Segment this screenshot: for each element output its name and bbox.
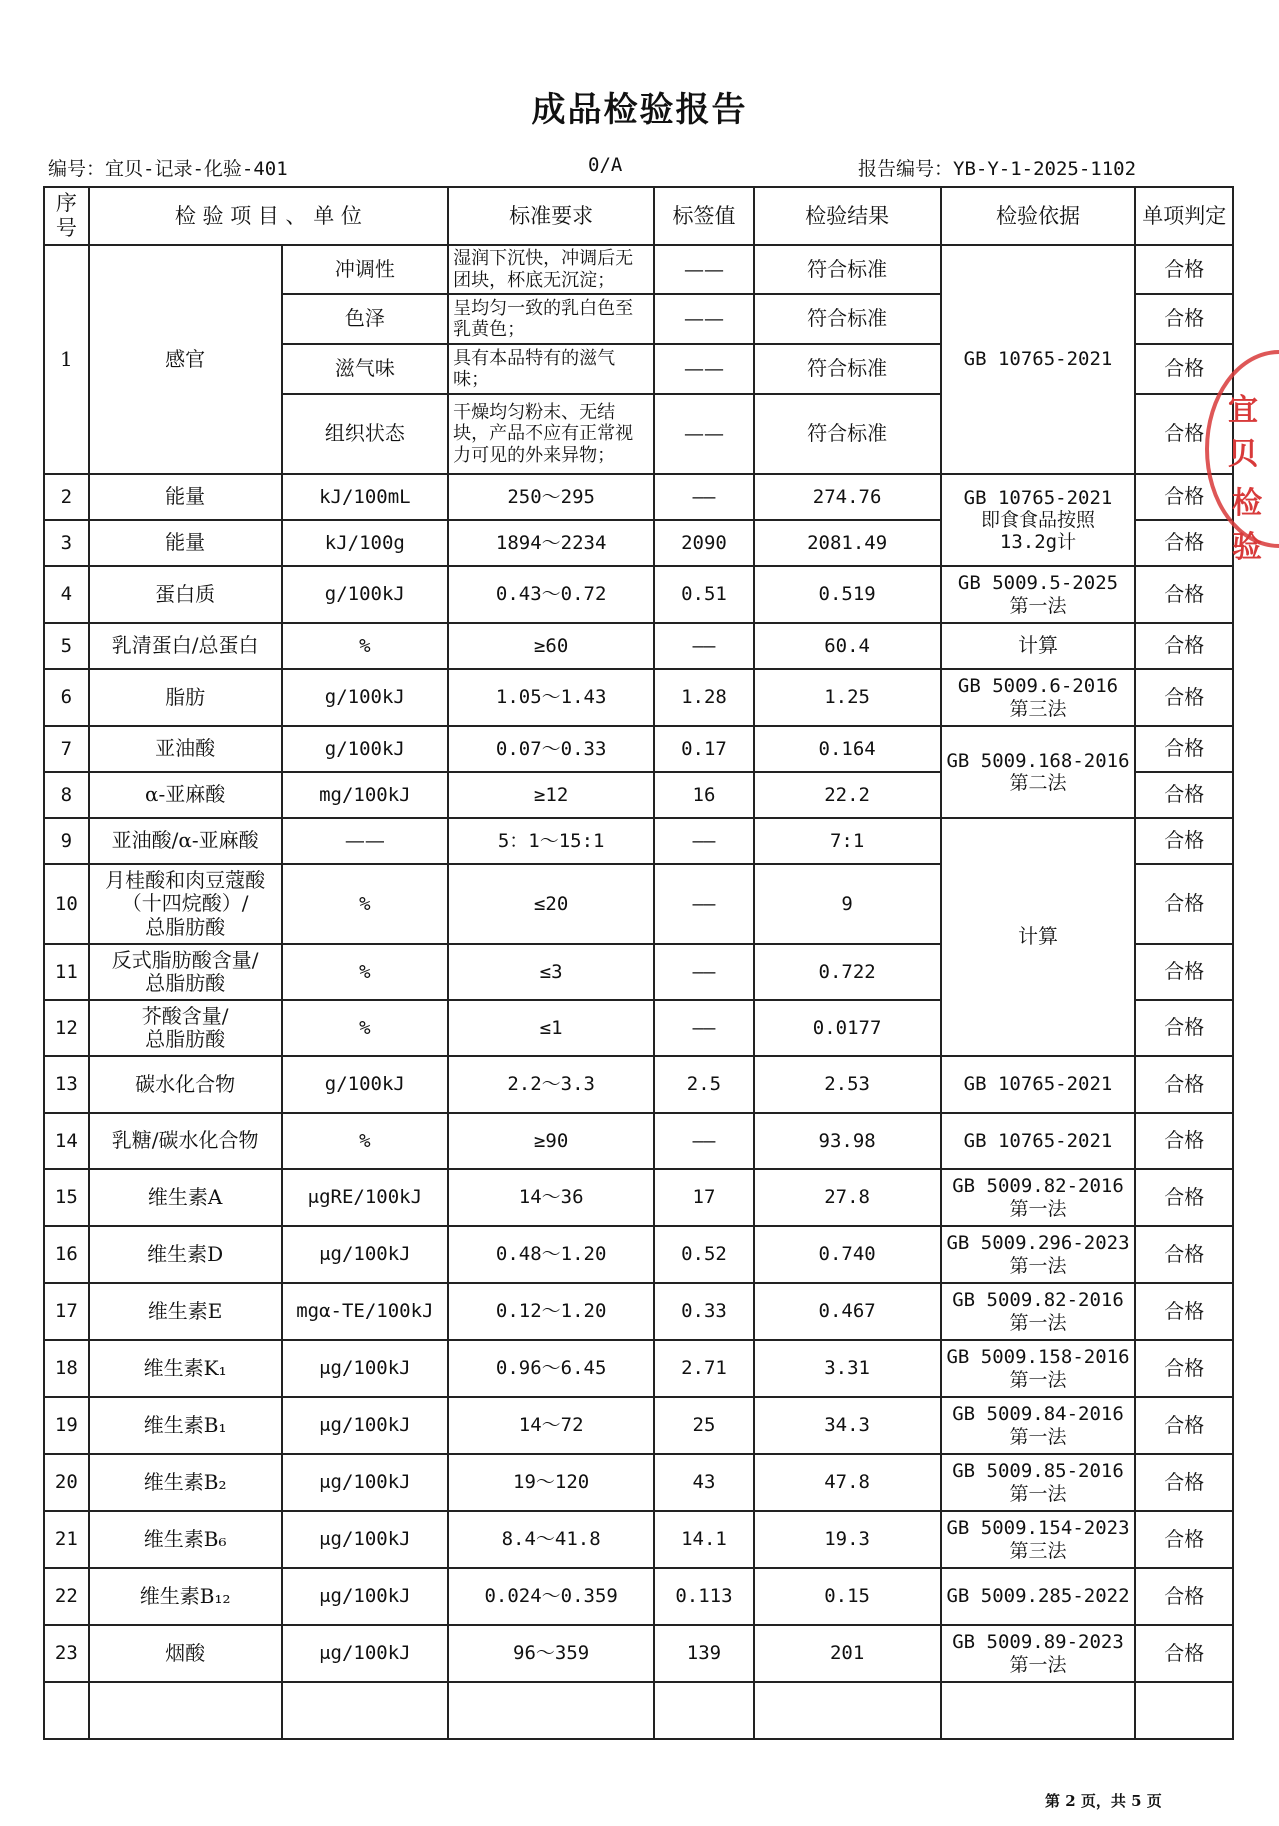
judgement-cell: 合格	[1135, 474, 1233, 520]
requirement-cell: ≥60	[448, 623, 654, 669]
judgement-cell: 合格	[1135, 294, 1233, 344]
basis-cell: 计算	[941, 623, 1136, 669]
seq-cell: 1	[44, 245, 89, 474]
item-cell: 乳糖/碳水化合物	[89, 1113, 282, 1169]
table-row	[44, 1113, 1233, 1169]
table-row	[44, 1454, 1233, 1511]
seq-cell: 14	[44, 1113, 89, 1169]
requirement-cell: 0.12～1.20	[448, 1283, 654, 1340]
result-cell: 7:1	[754, 818, 941, 864]
unit-cell: g/100kJ	[282, 566, 449, 623]
seq-cell: 5	[44, 623, 89, 669]
seq-cell: 22	[44, 1568, 89, 1625]
unit-cell	[282, 1682, 449, 1739]
result-cell: 0.15	[754, 1568, 941, 1625]
requirement-cell: 具有本品特有的滋气味；	[448, 344, 654, 394]
label-value-cell: 43	[654, 1454, 754, 1511]
item-cell: 感官	[89, 245, 282, 474]
result-cell: 60.4	[754, 623, 941, 669]
basis-cell: GB 10765-2021 即食食品按照 13.2g计	[941, 474, 1136, 566]
judgement-cell	[1135, 1682, 1233, 1739]
table-row	[44, 1283, 1233, 1340]
report-title: 成品检验报告	[531, 90, 748, 130]
requirement-cell: ≤20	[448, 864, 654, 944]
label-value-cell: ——	[654, 294, 754, 344]
item-cell: 能量	[89, 474, 282, 520]
unit-cell: %	[282, 1113, 449, 1169]
seq-cell: 18	[44, 1340, 89, 1397]
table-row	[44, 1568, 1233, 1625]
unit-cell: %	[282, 864, 449, 944]
sub-item-cell: 滋气味	[282, 344, 449, 394]
item-cell: 维生素B₁₂	[89, 1568, 282, 1625]
label-value-cell: ——	[654, 1113, 754, 1169]
seq-cell: 20	[44, 1454, 89, 1511]
seq-cell: 10	[44, 864, 89, 944]
judgement-cell: 合格	[1135, 1340, 1233, 1397]
result-cell: 93.98	[754, 1113, 941, 1169]
table-row	[44, 1056, 1233, 1113]
label-value-cell: ——	[654, 245, 754, 294]
judgement-cell: 合格	[1135, 623, 1233, 669]
result-cell: 34.3	[754, 1397, 941, 1454]
basis-cell: GB 5009.158-2016 第一法	[941, 1340, 1136, 1397]
basis-cell: GB 5009.89-2023 第一法	[941, 1625, 1136, 1682]
table-row	[44, 1625, 1233, 1682]
unit-cell: μg/100kJ	[282, 1397, 449, 1454]
table-row	[44, 1226, 1233, 1283]
judgement-cell: 合格	[1135, 394, 1233, 474]
requirement-cell: 1.05～1.43	[448, 669, 654, 726]
label-value-cell: 0.51	[654, 566, 754, 623]
requirement-cell: 0.43～0.72	[448, 566, 654, 623]
requirement-cell: 14～72	[448, 1397, 654, 1454]
requirement-cell: ≥12	[448, 772, 654, 818]
result-cell: 0.722	[754, 944, 941, 1000]
requirement-cell: 8.4～41.8	[448, 1511, 654, 1568]
unit-cell: μg/100kJ	[282, 1340, 449, 1397]
judgement-cell: 合格	[1135, 1283, 1233, 1340]
item-cell: 反式脂肪酸含量/ 总脂肪酸	[89, 944, 282, 1000]
sub-item-cell: 色泽	[282, 294, 449, 344]
judgement-cell: 合格	[1135, 1568, 1233, 1625]
requirement-cell: 0.024～0.359	[448, 1568, 654, 1625]
col-result-header: 检验结果	[754, 187, 941, 245]
judgement-cell: 合格	[1135, 864, 1233, 944]
requirement-cell	[448, 1682, 654, 1739]
seq-cell: 19	[44, 1397, 89, 1454]
unit-cell: μg/100kJ	[282, 1511, 449, 1568]
seq-cell: 16	[44, 1226, 89, 1283]
label-value-cell: ——	[654, 394, 754, 474]
table-row	[44, 1682, 1233, 1739]
item-cell: 碳水化合物	[89, 1056, 282, 1113]
result-cell: 201	[754, 1625, 941, 1682]
label-value-cell: ——	[654, 1000, 754, 1056]
label-value-cell: 2090	[654, 520, 754, 566]
judgement-cell: 合格	[1135, 1454, 1233, 1511]
result-cell: 0.740	[754, 1226, 941, 1283]
requirement-cell: 0.48～1.20	[448, 1226, 654, 1283]
unit-cell: g/100kJ	[282, 669, 449, 726]
table-row	[44, 474, 1233, 520]
result-cell: 3.31	[754, 1340, 941, 1397]
judgement-cell: 合格	[1135, 726, 1233, 772]
unit-cell: μgRE/100kJ	[282, 1169, 449, 1226]
result-cell	[754, 1682, 941, 1739]
requirement-cell: 14～36	[448, 1169, 654, 1226]
version-number: 0/A	[588, 154, 623, 176]
col-req-header: 标准要求	[448, 187, 654, 245]
label-value-cell: ——	[654, 623, 754, 669]
basis-cell: GB 5009.296-2023 第一法	[941, 1226, 1136, 1283]
seq-cell: 8	[44, 772, 89, 818]
requirement-cell: 0.07～0.33	[448, 726, 654, 772]
requirement-cell: ≤3	[448, 944, 654, 1000]
basis-cell: GB 10765-2021	[941, 245, 1136, 474]
result-cell: 274.76	[754, 474, 941, 520]
col-label-header: 标签值	[654, 187, 754, 245]
requirement-cell: 2.2～3.3	[448, 1056, 654, 1113]
requirement-cell: 250～295	[448, 474, 654, 520]
unit-cell: kJ/100g	[282, 520, 449, 566]
basis-cell: GB 5009.82-2016 第一法	[941, 1169, 1136, 1226]
judgement-cell: 合格	[1135, 344, 1233, 394]
unit-cell: ——	[282, 818, 449, 864]
report-number: 报告编号：YB-Y-1-2025-1102	[858, 158, 1137, 180]
table-row	[44, 1169, 1233, 1226]
table-row	[44, 566, 1233, 623]
page-number: 第 2 页，共 5 页	[1045, 1792, 1162, 1810]
unit-cell: mg/100kJ	[282, 772, 449, 818]
judgement-cell: 合格	[1135, 566, 1233, 623]
basis-cell: GB 5009.82-2016 第一法	[941, 1283, 1136, 1340]
requirement-cell: 1894～2234	[448, 520, 654, 566]
label-value-cell: 0.52	[654, 1226, 754, 1283]
label-value-cell: 0.33	[654, 1283, 754, 1340]
result-cell: 符合标准	[754, 344, 941, 394]
requirement-cell: 呈均匀一致的乳白色至乳黄色；	[448, 294, 654, 344]
basis-cell: GB 5009.84-2016 第一法	[941, 1397, 1136, 1454]
label-value-cell: ——	[654, 944, 754, 1000]
col-judge-header: 单项判定	[1135, 187, 1233, 245]
label-value-cell: ——	[654, 864, 754, 944]
seq-cell: 2	[44, 474, 89, 520]
basis-cell: GB 5009.85-2016 第一法	[941, 1454, 1136, 1511]
table-row	[44, 818, 1233, 864]
label-value-cell	[654, 1682, 754, 1739]
label-value-cell: 14.1	[654, 1511, 754, 1568]
item-cell: α-亚麻酸	[89, 772, 282, 818]
item-cell: 亚油酸/α-亚麻酸	[89, 818, 282, 864]
item-cell: 维生素K₁	[89, 1340, 282, 1397]
basis-cell: GB 5009.6-2016 第三法	[941, 669, 1136, 726]
basis-cell: 计算	[941, 818, 1136, 1056]
sub-item-cell: 冲调性	[282, 245, 449, 294]
col-seq-header: 序号	[44, 187, 89, 245]
judgement-cell: 合格	[1135, 1000, 1233, 1056]
judgement-cell: 合格	[1135, 818, 1233, 864]
seq-cell: 23	[44, 1625, 89, 1682]
table-row	[44, 1340, 1233, 1397]
item-cell: 乳清蛋白/总蛋白	[89, 623, 282, 669]
basis-cell: GB 5009.285-2022	[941, 1568, 1136, 1625]
basis-cell: GB 10765-2021	[941, 1113, 1136, 1169]
seq-cell: 13	[44, 1056, 89, 1113]
result-cell: 9	[754, 864, 941, 944]
label-value-cell: ——	[654, 344, 754, 394]
label-value-cell: 0.17	[654, 726, 754, 772]
judgement-cell: 合格	[1135, 669, 1233, 726]
item-cell: 维生素E	[89, 1283, 282, 1340]
requirement-cell: ≤1	[448, 1000, 654, 1056]
requirement-cell: 0.96～6.45	[448, 1340, 654, 1397]
table-row	[44, 623, 1233, 669]
col-basis-header: 检验依据	[941, 187, 1136, 245]
unit-cell: μg/100kJ	[282, 1625, 449, 1682]
unit-cell: g/100kJ	[282, 1056, 449, 1113]
table-row	[44, 1511, 1233, 1568]
item-cell: 维生素B₂	[89, 1454, 282, 1511]
seal-text-top: 宜贝	[1228, 393, 1258, 472]
seq-cell: 11	[44, 944, 89, 1000]
judgement-cell: 合格	[1135, 1169, 1233, 1226]
requirement-cell: 干燥均匀粉末、无结块，产品不应有正常视力可见的外来异物；	[448, 394, 654, 474]
item-cell: 维生素D	[89, 1226, 282, 1283]
label-value-cell: 25	[654, 1397, 754, 1454]
judgement-cell: 合格	[1135, 1056, 1233, 1113]
basis-cell: GB 5009.168-2016 第二法	[941, 726, 1136, 818]
result-cell: 符合标准	[754, 245, 941, 294]
judgement-cell: 合格	[1135, 772, 1233, 818]
item-cell: 脂肪	[89, 669, 282, 726]
seq-cell: 21	[44, 1511, 89, 1568]
requirement-cell: 96～359	[448, 1625, 654, 1682]
judgement-cell: 合格	[1135, 944, 1233, 1000]
judgement-cell: 合格	[1135, 1226, 1233, 1283]
result-cell: 22.2	[754, 772, 941, 818]
result-cell: 2.53	[754, 1056, 941, 1113]
col-item-header: 检 验 项 目 、 单 位	[89, 187, 448, 245]
seq-cell: 12	[44, 1000, 89, 1056]
unit-cell: %	[282, 1000, 449, 1056]
unit-cell: g/100kJ	[282, 726, 449, 772]
judgement-cell: 合格	[1135, 520, 1233, 566]
label-value-cell: ——	[654, 818, 754, 864]
seq-cell: 4	[44, 566, 89, 623]
label-value-cell: 2.5	[654, 1056, 754, 1113]
seq-cell: 7	[44, 726, 89, 772]
label-value-cell: 16	[654, 772, 754, 818]
judgement-cell: 合格	[1135, 1113, 1233, 1169]
item-cell	[89, 1682, 282, 1739]
result-cell: 1.25	[754, 669, 941, 726]
item-cell: 亚油酸	[89, 726, 282, 772]
unit-cell: mgα-TE/100kJ	[282, 1283, 449, 1340]
result-cell: 47.8	[754, 1454, 941, 1511]
result-cell: 0.164	[754, 726, 941, 772]
judgement-cell: 合格	[1135, 1397, 1233, 1454]
item-cell: 蛋白质	[89, 566, 282, 623]
label-value-cell: 0.113	[654, 1568, 754, 1625]
unit-cell: μg/100kJ	[282, 1226, 449, 1283]
judgement-cell: 合格	[1135, 1625, 1233, 1682]
sub-item-cell: 组织状态	[282, 394, 449, 474]
result-cell: 0.519	[754, 566, 941, 623]
requirement-cell: 5：1～15:1	[448, 818, 654, 864]
unit-cell: μg/100kJ	[282, 1568, 449, 1625]
seq-cell: 9	[44, 818, 89, 864]
inspection-table	[43, 186, 1234, 1740]
unit-cell: μg/100kJ	[282, 1454, 449, 1511]
result-cell: 符合标准	[754, 294, 941, 344]
result-cell: 2081.49	[754, 520, 941, 566]
item-cell: 维生素B₆	[89, 1511, 282, 1568]
label-value-cell: 2.71	[654, 1340, 754, 1397]
table-row	[44, 726, 1233, 772]
requirement-cell: ≥90	[448, 1113, 654, 1169]
result-cell: 27.8	[754, 1169, 941, 1226]
judgement-cell: 合格	[1135, 245, 1233, 294]
unit-cell: kJ/100mL	[282, 474, 449, 520]
result-cell: 0.0177	[754, 1000, 941, 1056]
label-value-cell: 139	[654, 1625, 754, 1682]
label-value-cell: 17	[654, 1169, 754, 1226]
seq-cell: 3	[44, 520, 89, 566]
result-cell: 符合标准	[754, 394, 941, 474]
requirement-cell: 19～120	[448, 1454, 654, 1511]
item-cell: 维生素B₁	[89, 1397, 282, 1454]
seq-cell	[44, 1682, 89, 1739]
judgement-cell: 合格	[1135, 1511, 1233, 1568]
record-number: 编号：宜贝-记录-化验-401	[48, 158, 288, 180]
label-value-cell: 1.28	[654, 669, 754, 726]
table-row	[44, 669, 1233, 726]
item-cell: 芥酸含量/ 总脂肪酸	[89, 1000, 282, 1056]
result-cell: 0.467	[754, 1283, 941, 1340]
seal-text-bottom: 检验	[1232, 486, 1262, 565]
seq-cell: 15	[44, 1169, 89, 1226]
seq-cell: 17	[44, 1283, 89, 1340]
item-cell: 烟酸	[89, 1625, 282, 1682]
basis-cell: GB 10765-2021	[941, 1056, 1136, 1113]
result-cell: 19.3	[754, 1511, 941, 1568]
basis-cell: GB 5009.154-2023 第三法	[941, 1511, 1136, 1568]
basis-cell: GB 5009.5-2025 第一法	[941, 566, 1136, 623]
table-row	[44, 245, 1233, 294]
unit-cell: %	[282, 623, 449, 669]
item-cell: 月桂酸和肉豆蔻酸 （十四烷酸）/ 总脂肪酸	[89, 864, 282, 944]
seq-cell: 6	[44, 669, 89, 726]
unit-cell: %	[282, 944, 449, 1000]
basis-cell	[941, 1682, 1136, 1739]
requirement-cell: 湿润下沉快，冲调后无团块，杯底无沉淀；	[448, 245, 654, 294]
table-header-row	[44, 187, 1233, 245]
table-row	[44, 1397, 1233, 1454]
item-cell: 能量	[89, 520, 282, 566]
item-cell: 维生素A	[89, 1169, 282, 1226]
label-value-cell: ——	[654, 474, 754, 520]
